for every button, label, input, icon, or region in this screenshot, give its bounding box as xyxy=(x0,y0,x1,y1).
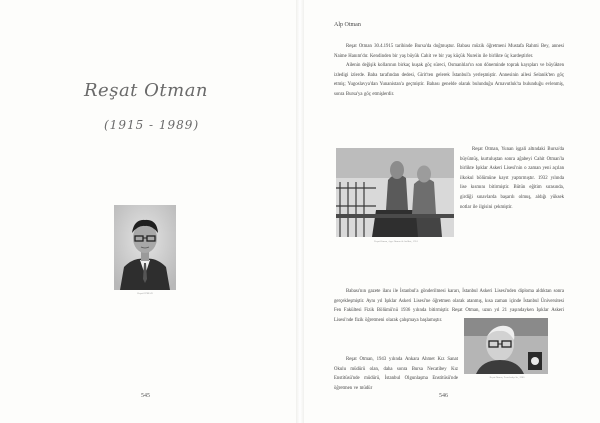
paragraph: Ailenin değişik kollarının birkaç kuşak göç süreci, Osmanlılar'ın son döneminde toprak kayıpları ve büyükten izledigi izlerde. Baba tarafından dedesi, Girit'ten gelerek İstanbul'a yerleşmiştir. Annesinin ailesi Selanik'ten göç etmiş; Yugoslavya'dan Yunanistan'a geçmiştir. Babası genelde olarak bulunduğu Arnavutluk'ta bulunduğu evlenmiş, sonra Bursa'ya göç etmişlerdir. xyxy=(334,63,564,97)
body-text-lower xyxy=(334,355,458,415)
running-head: Alp Otman xyxy=(334,22,361,28)
book-gutter xyxy=(296,0,304,423)
paragraph: Babası'nın gazete ilanı ile İstanbul'a gönderilmesi kararı, İstanbul Askeri Lisesi'nden diploma aldıktan sonra gerçekleşmiştir. Aynı yıl Işıklar Askeri Lisesi'ne öğretmen olarak atanmış, kısa zaman içinde İstanbul Üniversitesi Fen Fakültesi Fizik Bölümü'nü 1936 yılında bitirmiştir. Reşat Otman, uzun yıl 21 yaşındayken Işıklar Askeri Lisesi'nde fizik öğretmeni olarak çalışmaya başlamıştır. xyxy=(334,289,564,323)
author-photo-caption: Reşat Otman, Fenerbahçe'de, 1980 xyxy=(489,376,525,379)
portrait-photo xyxy=(114,205,176,290)
life-years: (1915 - 1989) xyxy=(104,118,200,132)
page-number-right: 546 xyxy=(439,393,448,399)
couple-photo xyxy=(336,148,454,237)
portrait-caption: Reşat OTMAN xyxy=(137,292,153,295)
couple-photo-caption: Reşat Otman, Ayşe Otman ile birlikte, 1951 xyxy=(374,240,418,243)
paragraph: Reşat Otman 30.4.1915 tarihinde Bursa'da doğmuştur. Babası müzik öğretmeni Mustafa Rahmi Bey, annesi Naime Hanım'dır. Kendinden bir yaş büyük Cahit ve bir yaş küçük Nureiin ile birlikte üç kardeştirler. xyxy=(334,44,564,59)
body-text-side xyxy=(460,145,564,280)
page-number-left: 545 xyxy=(141,393,150,399)
page-title: Reşat Otman xyxy=(84,80,209,101)
paragraph: Reşat Otman, 1943 yılında Ankara Ahmet Kız Sanat Okulu müdürü olan, daha sonra Bursa Necatibey Kız Enstitüsü'nde müdürü, İstanbul Olgunlaşma Enstitüsü'nde öğretmen ve müdür xyxy=(334,357,458,391)
author-photo xyxy=(464,318,548,374)
paragraph: Reşat Otman, Yunan işgali altındaki Bursa'da büyümüş, kurtuluştan sonra ağabeyi Cahit Otman'la birlikte Işıklar Askeri Lisesi'nin o zaman yeni açılan ilkokul bölümüne kayıt yaptırmıştır. 1932 yılında lise kısmını bitirmiştir. Bütün eğitim sırasında, girdiği sınavlarda başarılı olmuş, aldığı yüksek notlar ile ilgisini çekmiştir. xyxy=(460,147,564,210)
